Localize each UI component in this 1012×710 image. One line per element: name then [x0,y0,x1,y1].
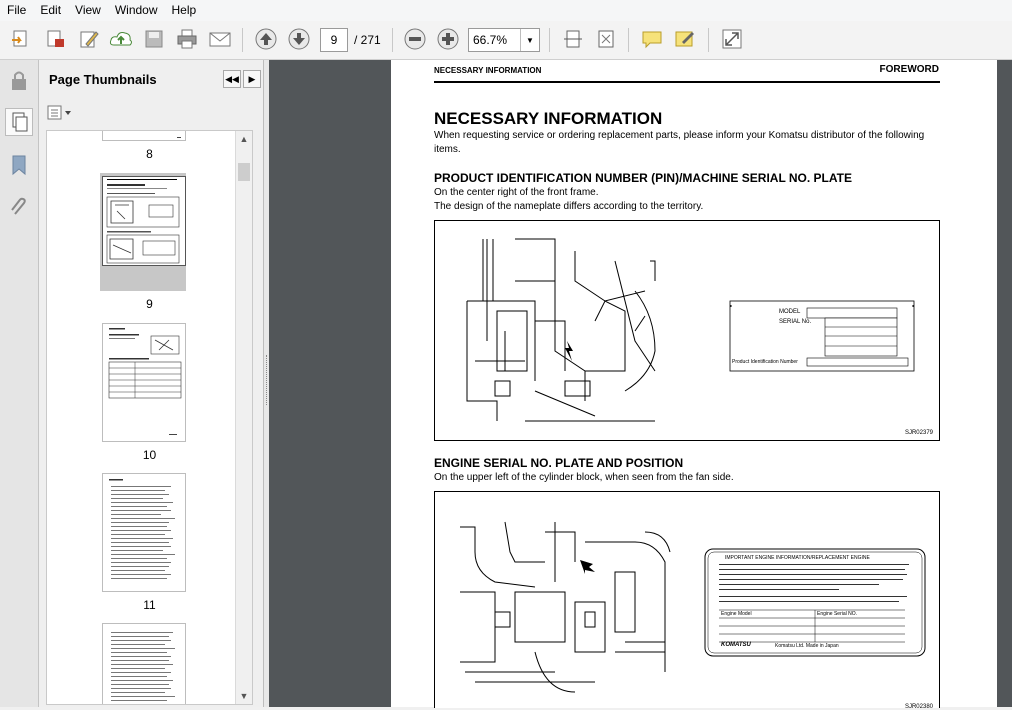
fit-page-icon[interactable] [593,26,619,52]
scrollbar-thumb[interactable] [238,163,250,181]
plate-pin-label: Product Identification Number [732,359,798,365]
add-icon[interactable] [42,26,68,52]
engine-plate-footer: Komatsu Ltd. Made in Japan [775,643,839,649]
navigation-rail [0,60,39,707]
figure-code-2: SJR02380 [904,704,933,710]
collapse-panel-icon[interactable]: ◀◀ [223,70,241,88]
zoom-out-icon[interactable] [402,26,428,52]
lock-icon[interactable] [6,68,32,94]
highlight-icon[interactable] [672,26,698,52]
zoom-in-icon[interactable] [435,26,461,52]
section2-line1: On the upper left of the cylinder block, when seen from the fan side. [434,472,734,483]
thumbnail-page-12[interactable] [102,623,186,705]
thumbnail-page-8[interactable] [102,130,186,141]
prev-page-icon[interactable] [253,26,279,52]
thumbnail-label-8: 8 [146,147,153,161]
create-icon[interactable] [8,26,34,52]
thumbnail-label-11: 11 [143,598,156,612]
komatsu-logo: KOMATSU [721,642,751,648]
edit-icon[interactable] [76,26,102,52]
figure-code-1: SJR02379 [904,430,933,436]
email-icon[interactable] [207,26,233,52]
document-view[interactable] [269,60,1012,710]
thumbnail-page-9[interactable] [102,176,186,266]
menu-edit[interactable]: Edit [40,3,62,17]
panel-title: Page Thumbnails [49,72,157,87]
thumbnail-label-10: 10 [142,448,157,462]
scroll-down-icon[interactable]: ▼ [239,691,249,701]
engine-serial-label: Engine Serial NO. [817,611,858,617]
zoom-select[interactable] [468,28,540,52]
page-number-input[interactable]: 9 [320,28,348,52]
save-icon[interactable] [141,26,167,52]
thumbnail-label-9: 9 [146,297,153,311]
engine-model-label: Engine Model [721,611,752,617]
zoom-value: 66.7% [473,33,508,47]
header-rule [434,81,940,83]
next-page-icon[interactable] [286,26,312,52]
section1-line1: On the center right of the front frame. [434,187,599,198]
page-thumbnails-icon[interactable] [5,108,33,136]
menu-bar [0,0,1012,22]
scroll-up-icon[interactable]: ▲ [239,134,249,144]
page-total: / 271 [354,33,381,47]
intro-text: When requesting service or ordering replacement parts, please inform your Komatsu distributor of the following items. [434,130,925,155]
machine-figure [434,220,940,441]
options-icon[interactable] [47,104,75,122]
menu-file[interactable]: File [7,3,27,17]
toolbar [0,21,1012,60]
engine-plate-title: IMPORTANT ENGINE INFORMATION/REPLACEMENT ENGINE [725,555,870,561]
menu-window[interactable]: Window [114,3,158,17]
menu-view[interactable]: View [75,3,101,17]
plate-model-label: MODEL [779,309,801,315]
engine-figure [434,491,940,708]
expand-panel-icon[interactable]: ▶ [243,70,261,88]
section1-heading: PRODUCT IDENTIFICATION NUMBER (PIN)/MACHINE SERIAL NO. PLATE [434,171,852,185]
pdf-page [391,60,997,710]
page-title: NECESSARY INFORMATION [434,109,663,128]
upload-icon[interactable] [108,26,134,52]
plate-serial-label: SERIAL No. [779,319,812,325]
menu-help[interactable]: Help [171,3,197,17]
thumbnail-page-11[interactable] [102,473,186,592]
section2-heading: ENGINE SERIAL NO. PLATE AND POSITION [434,456,684,470]
thumbnail-list[interactable] [46,130,253,705]
chevron-down-icon[interactable]: ▼ [520,29,539,51]
thumbnails-panel [39,60,264,707]
page-header-left: NECESSARY INFORMATION [434,66,542,75]
comment-icon[interactable] [639,26,665,52]
page-header-right: FOREWORD [879,64,939,75]
bookmark-icon[interactable] [6,152,32,178]
thumbnail-page-10[interactable] [102,323,186,442]
expand-icon[interactable] [719,26,745,52]
thumbnail-scrollbar[interactable] [235,131,252,704]
fit-width-icon[interactable] [560,26,586,52]
print-icon[interactable] [174,26,200,52]
section1-line2: The design of the nameplate differs according to the territory. [434,201,704,212]
attachment-icon[interactable] [6,194,32,220]
